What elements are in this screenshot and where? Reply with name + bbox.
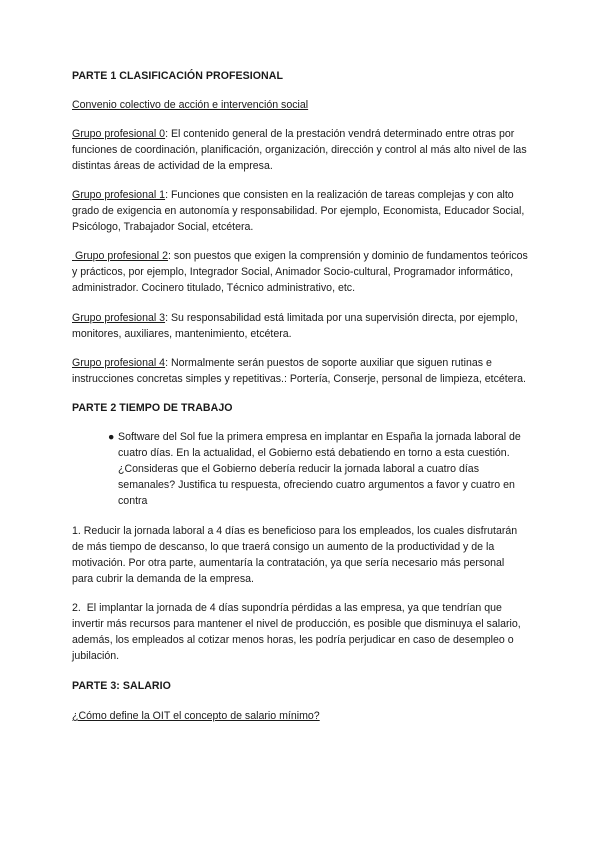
- group-0-label: Grupo profesional 0: [72, 128, 166, 140]
- group-3-text: : Su responsabilidad está limitada por una supervisión directa, por ejemplo, monitores, auxiliares, mantenimiento, etcétera.: [72, 312, 518, 340]
- group-4-paragraph: [72, 355, 528, 387]
- group-1-paragraph: [72, 187, 528, 235]
- question-bullet-text: Software del Sol fue la primera empresa en implantar en España la jornada laboral de cuatro días. En la actualidad, el Gobierno está debatiendo en torno a esta cuestión. ¿Consideras que el Gobierno debería reducir la jornada laboral a cuatro días semanales? Justifica tu respuesta, ofreciendo cuatro argumentos a favor y cuatro en contra: [118, 431, 521, 507]
- question-bullet-item: [72, 429, 528, 509]
- group-1-label: Grupo profesional 1: [72, 189, 166, 201]
- part1-heading: PARTE 1 CLASIFICACIÓN PROFESIONAL: [72, 70, 283, 82]
- bullet-icon: ●: [108, 431, 115, 443]
- group-4-label: Grupo profesional 4: [72, 357, 166, 369]
- part3-heading: PARTE 3: SALARIO: [72, 680, 171, 692]
- group-0-text: : El contenido general de la prestación vendrá determinado entre otras por funciones de coordinación, planificación, organización, dirección y control al más alto nivel de las distintas áreas de actividad de la empresa.: [72, 128, 527, 172]
- group-3-label: Grupo profesional 3: [72, 312, 166, 324]
- salary-question: ¿Cómo define la OIT el concepto de salario mínimo?: [72, 710, 320, 722]
- group-3-paragraph: [72, 310, 528, 342]
- group-0-paragraph: [72, 126, 528, 174]
- group-4-text: : Normalmente serán puestos de soporte auxiliar que siguen rutinas e instrucciones concretas simples y repetitivas.: Portería, Conserje, personal de limpieza, etcétera.: [72, 357, 526, 385]
- group-2-text: : son puestos que exigen la comprensión y dominio de fundamentos teóricos y prácticos, por ejemplo, Integrador Social, Animador Socio-cultural, Programador informático, administrador. Cocinero titulado, Técnico administrativo, etc.: [72, 250, 531, 294]
- convenio-subtitle: Convenio colectivo de acción e intervención social: [72, 99, 309, 111]
- answer-1-paragraph: 1. Reducir la jornada laboral a 4 días es beneficioso para los empleados, los cuales disfrutarán de más tiempo de descanso, lo que traerá consigo un aumento de la productividad y de la motivación. Por otra parte, aumentaría la contratación, ya que sería necesario más personal para cubrir la demanda de la empresa.: [72, 525, 518, 585]
- group-2-paragraph: [72, 248, 531, 296]
- answer-2-paragraph: 2. El implantar la jornada de 4 días supondría pérdidas a las empresa, ya que tendrían que invertir más recursos para mantener el nivel de producción, es posible que disminuya el salario, además, los empleados al cotizar menos horas, les podría perjudicar en caso de desempleo o jubilación.: [72, 602, 524, 662]
- group-1-text: : Funciones que consisten en la realización de tareas complejas y con alto grado de exigencia en autonomía y responsabilidad. Por ejemplo, Economista, Educador Social, Psicólogo, Trabajador Social, etcétera.: [72, 189, 525, 233]
- group-2-label: Grupo profesional 2: [72, 250, 169, 262]
- part2-heading: PARTE 2 TIEMPO DE TRABAJO: [72, 402, 233, 414]
- document-page: [72, 68, 531, 724]
